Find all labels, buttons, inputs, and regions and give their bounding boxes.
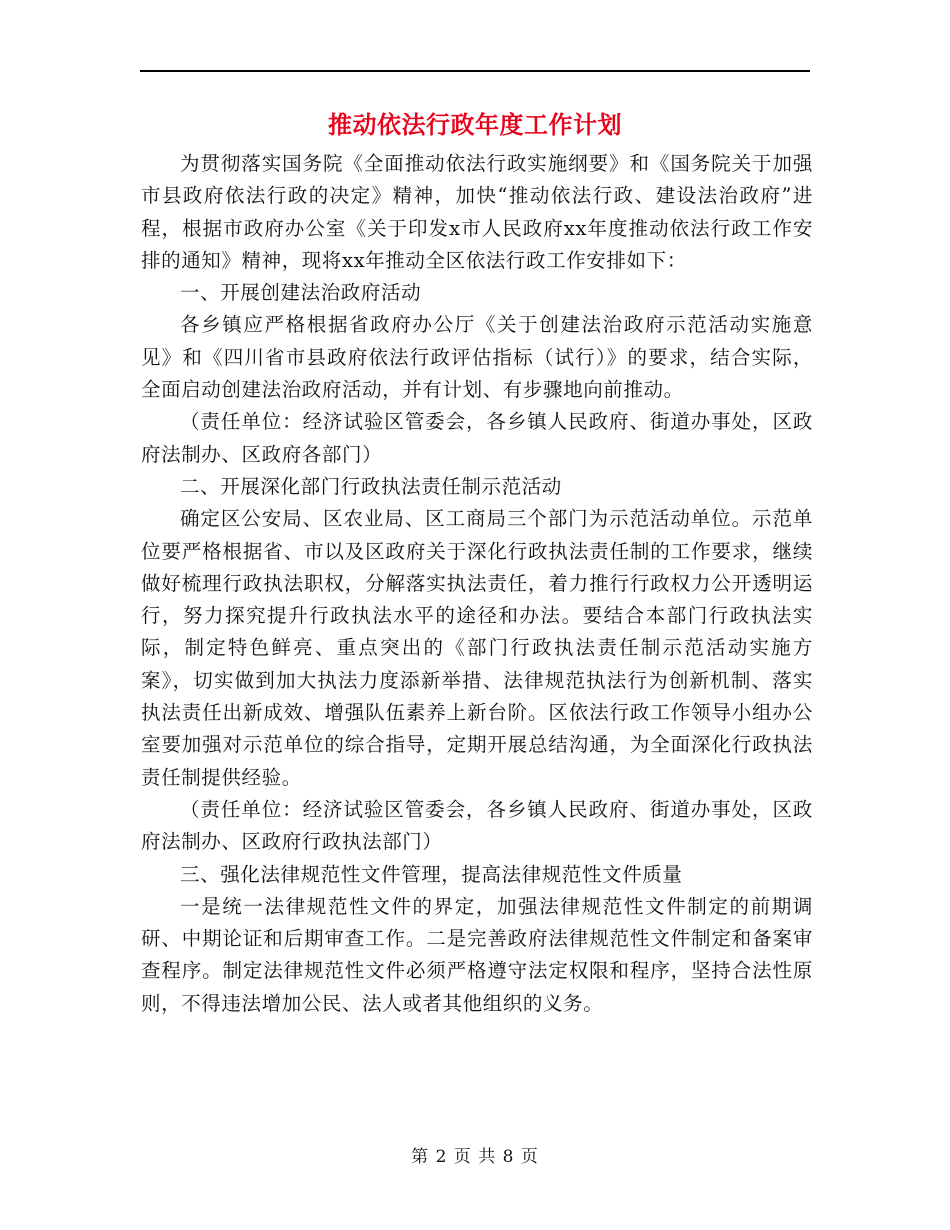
header-rule: [140, 70, 810, 72]
section-2-paragraph: 确定区公安局、区农业局、区工商局三个部门为示范活动单位。示范单位要严格根据省、市以及区政府关于深化行政执法责任制的工作要求，继续做好梳理行政执法职权，分解落实执法责任，着力推行行政权力公开透明运行，努力探究提升行政执法水平的途径和办法。要结合本部门行政执法实际，制定特色鲜亮、重点突出的《部门行政执法责任制示范活动实施方案》，切实做到加大执法力度添新举措、法律规范执法行为创新机制、落实执法责任出新成效、增强队伍素养上新台阶。区依法行政工作领导小组办公室要加强对示范单位的综合指导，定期开展总结沟通，为全面深化行政执法责任制提供经验。: [141, 507, 813, 789]
page-number: 第 2 页 共 8 页: [411, 1147, 539, 1167]
section-1-responsibility: （责任单位：经济试验区管委会，各乡镇人民政府、街道办事处，区政府法制办、区政府各部门）: [141, 410, 813, 466]
document-body: [141, 148, 813, 1020]
intro-paragraph: 为贯彻落实国务院《全面推动依法行政实施纲要》和《国务院关于加强市县政府依法行政的决定》精神，加快“推动依法行政、建设法治政府”进程，根据市政府办公室《关于印发x市人民政府xx年度推动依法行政工作安排的通知》精神，现将xx年推动全区依法行政工作安排如下：: [141, 152, 813, 272]
section-heading-3: 三、强化法律规范性文件管理，提高法律规范性文件质量: [180, 862, 683, 886]
section-3-paragraph: 一是统一法律规范性文件的界定，加强法律规范性文件制定的前期调研、中期论证和后期审查工作。二是完善政府法律规范性文件制定和备案审查程序。制定法律规范性文件必须严格遵守法定权限和程序，坚持合法性原则，不得违法增加公民、法人或者其他组织的义务。: [141, 894, 813, 1015]
section-2-responsibility: （责任单位：经济试验区管委会，各乡镇人民政府、街道办事处，区政府法制办、区政府行政执法部门）: [141, 797, 813, 854]
section-1-paragraph: 各乡镇应严格根据省政府办公厅《关于创建法治政府示范活动实施意见》和《四川省市县政府依法行政评估指标（试行）》的要求，结合实际，全面启动创建法治政府活动，并有计划、有步骤地向前推动。: [141, 313, 813, 402]
document-title: 推动依法行政年度工作计划: [328, 111, 622, 139]
section-heading-1: 一、开展创建法治政府活动: [180, 281, 422, 305]
section-heading-2: 二、开展深化部门行政执法责任制示范活动: [180, 474, 562, 498]
